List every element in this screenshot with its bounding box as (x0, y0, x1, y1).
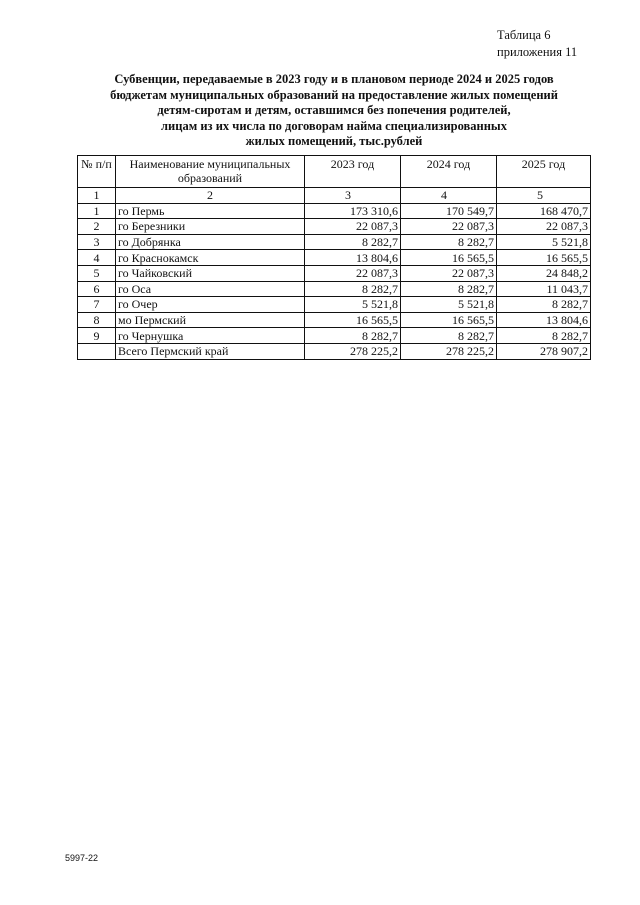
municipality-name: мо Пермский (116, 312, 305, 328)
value-2025: 22 087,3 (497, 219, 591, 235)
value-2025: 24 848,2 (497, 265, 591, 281)
row-number: 2 (78, 219, 116, 235)
total-row (78, 343, 591, 359)
municipality-name: го Добрянка (116, 234, 305, 250)
value-2025: 16 565,5 (497, 250, 591, 266)
value-2025: 8 282,7 (497, 328, 591, 344)
value-2025: 5 521,8 (497, 234, 591, 250)
column-index-row (78, 188, 591, 204)
municipality-name: го Чайковский (116, 265, 305, 281)
municipality-name: го Краснокамск (116, 250, 305, 266)
total-value-2025: 278 907,2 (497, 343, 591, 359)
index-cell: 2 (116, 188, 305, 204)
value-2023: 22 087,3 (305, 265, 401, 281)
header-2025: 2025 год (497, 156, 591, 188)
title-line: бюджетам муниципальных образований на предоставление жилых помещений (110, 87, 558, 102)
title-line: детям-сиротам и детям, оставшимся без попечения родителей, (157, 103, 511, 118)
municipality-name: го Оса (116, 281, 305, 297)
total-value-2023: 278 225,2 (305, 343, 401, 359)
row-number: 1 (78, 203, 116, 219)
value-2025: 11 043,7 (497, 281, 591, 297)
value-2024: 8 282,7 (401, 328, 497, 344)
value-2024: 16 565,5 (401, 250, 497, 266)
municipality-name: го Березники (116, 219, 305, 235)
row-number: 6 (78, 281, 116, 297)
header-name: Наименование муниципальных образований (116, 156, 305, 188)
table-row (78, 250, 591, 266)
value-2023: 8 282,7 (305, 328, 401, 344)
value-2025: 168 470,7 (497, 203, 591, 219)
appendix-number: приложения 11 (497, 45, 578, 59)
table-row (78, 203, 591, 219)
value-2024: 22 087,3 (401, 219, 497, 235)
document-code: 5997-22 (65, 853, 99, 863)
municipality-name: го Чернушка (116, 328, 305, 344)
index-cell: 3 (305, 188, 401, 204)
row-number: 9 (78, 328, 116, 344)
value-2024: 8 282,7 (401, 234, 497, 250)
value-2023: 5 521,8 (305, 297, 401, 313)
value-2023: 13 804,6 (305, 250, 401, 266)
row-number: 3 (78, 234, 116, 250)
total-value-2024: 278 225,2 (401, 343, 497, 359)
table-header-row (78, 156, 591, 188)
row-number: 7 (78, 297, 116, 313)
header-2024: 2024 год (401, 156, 497, 188)
value-2025: 13 804,6 (497, 312, 591, 328)
title-line: лицам из их числа по договорам найма специализированных (161, 118, 507, 133)
table-reference (497, 27, 577, 61)
title-line: Субвенции, передаваемые в 2023 году и в плановом периоде 2024 и 2025 годов (114, 72, 554, 86)
table-row (78, 234, 591, 250)
total-number (78, 343, 116, 359)
table-row (78, 265, 591, 281)
table-row (78, 297, 591, 313)
row-number: 8 (78, 312, 116, 328)
value-2024: 22 087,3 (401, 265, 497, 281)
value-2024: 5 521,8 (401, 297, 497, 313)
value-2024: 170 549,7 (401, 203, 497, 219)
row-number: 4 (78, 250, 116, 266)
header-number: № п/п (78, 156, 116, 188)
value-2023: 8 282,7 (305, 281, 401, 297)
document-title (80, 72, 588, 150)
value-2024: 16 565,5 (401, 312, 497, 328)
table-row (78, 312, 591, 328)
value-2023: 173 310,6 (305, 203, 401, 219)
value-2023: 16 565,5 (305, 312, 401, 328)
municipality-name: го Пермь (116, 203, 305, 219)
table-row (78, 328, 591, 344)
index-cell: 5 (497, 188, 591, 204)
value-2023: 8 282,7 (305, 234, 401, 250)
total-label: Всего Пермский край (116, 343, 305, 359)
subventions-table (77, 155, 591, 360)
value-2023: 22 087,3 (305, 219, 401, 235)
index-cell: 1 (78, 188, 116, 204)
index-cell: 4 (401, 188, 497, 204)
table-row (78, 219, 591, 235)
table-number: Таблица 6 (497, 28, 551, 42)
row-number: 5 (78, 265, 116, 281)
table-row (78, 281, 591, 297)
value-2024: 8 282,7 (401, 281, 497, 297)
header-2023: 2023 год (305, 156, 401, 188)
value-2025: 8 282,7 (497, 297, 591, 313)
title-line: жилых помещений, тыс.рублей (245, 134, 423, 149)
municipality-name: го Очер (116, 297, 305, 313)
